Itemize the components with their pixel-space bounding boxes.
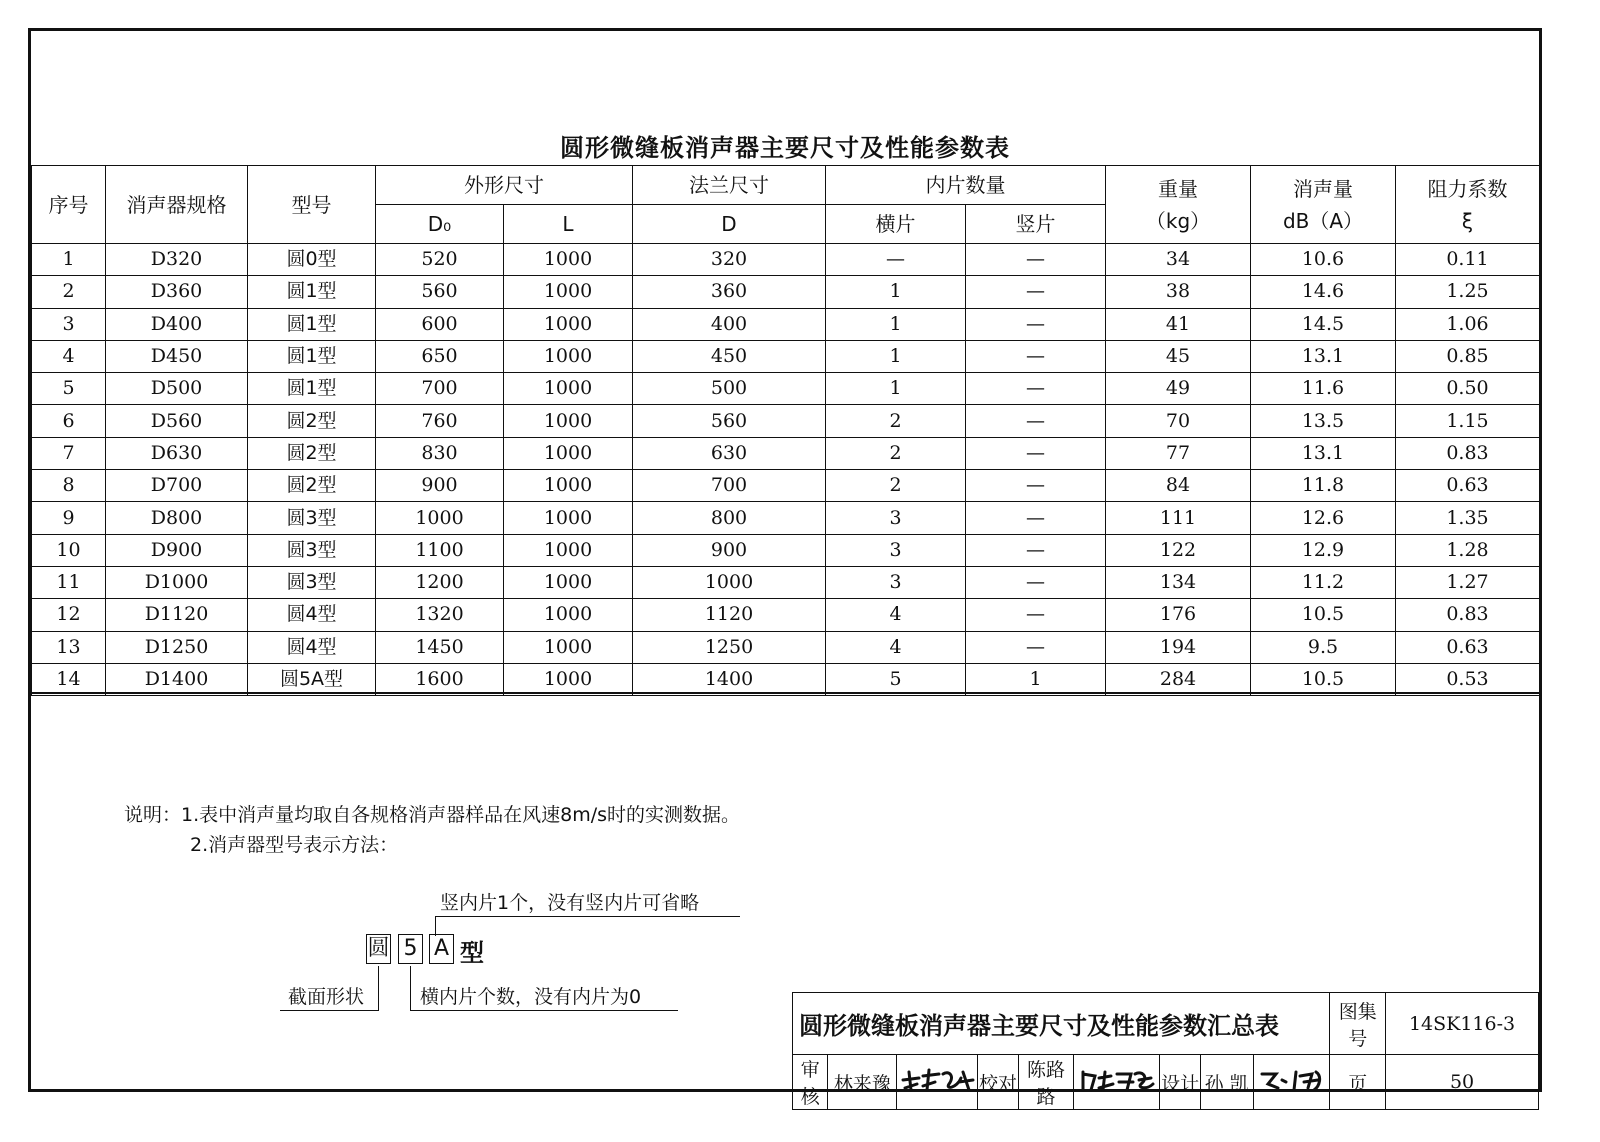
cell-outer-l: 1000: [504, 534, 633, 566]
cell-spec: D1000: [106, 566, 248, 598]
cell-horizontal: 1: [826, 340, 966, 372]
cell-vertical: —: [966, 470, 1106, 502]
table-row: [32, 470, 1540, 502]
header-vertical: 竖片: [966, 205, 1106, 244]
cell-resistance: 1.06: [1396, 308, 1540, 340]
cell-outer-d0: 1000: [376, 502, 504, 534]
cell-flange-d: 700: [633, 470, 826, 502]
diagram-suffix: 型: [460, 939, 484, 967]
cell-resistance: 1.28: [1396, 534, 1540, 566]
cell-index: 12: [32, 599, 106, 631]
cell-outer-d0: 600: [376, 308, 504, 340]
cell-horizontal: 4: [826, 599, 966, 631]
header-outer-size: 外形尺寸: [376, 166, 633, 205]
cell-spec: D560: [106, 405, 248, 437]
cell-index: 6: [32, 405, 106, 437]
cell-model: 圆3型: [248, 566, 376, 598]
note-line-2: 2.消声器型号表示方法：: [190, 834, 399, 856]
header-resistance-symbol: ξ: [1461, 208, 1474, 233]
diagram-right-label: 横内片个数，没有内片为0: [420, 986, 642, 1008]
header-attenuation-unit: dB（A）: [1282, 208, 1364, 233]
header-horizontal: 横片: [826, 205, 966, 244]
cell-weight: 45: [1106, 340, 1251, 372]
cell-model: 圆2型: [248, 470, 376, 502]
diagram-box-vertical: A: [429, 934, 454, 964]
cell-spec: D500: [106, 373, 248, 405]
cell-model: 圆1型: [248, 340, 376, 372]
cell-spec: D320: [106, 244, 248, 276]
cell-outer-l: 1000: [504, 631, 633, 663]
cell-resistance: 0.11: [1396, 244, 1540, 276]
cell-vertical: —: [966, 373, 1106, 405]
header-outer-l: L: [504, 205, 633, 244]
diagram-top-leader: [435, 916, 436, 936]
cell-vertical: 1: [966, 663, 1106, 695]
titleblock-reviewer: 林来豫: [828, 1055, 897, 1110]
table-row: [32, 276, 1540, 308]
cell-vertical: —: [966, 276, 1106, 308]
cell-outer-l: 1000: [504, 566, 633, 598]
titleblock-page-label: 页: [1330, 1055, 1386, 1110]
cell-vertical: —: [966, 244, 1106, 276]
cell-spec: D900: [106, 534, 248, 566]
cell-vertical: —: [966, 534, 1106, 566]
notes: [124, 800, 740, 860]
titleblock-reviewer-signature: [897, 1055, 978, 1110]
cell-spec: D360: [106, 276, 248, 308]
titleblock-design-label: 设计: [1160, 1055, 1200, 1110]
cell-weight: 284: [1106, 663, 1251, 695]
cell-outer-d0: 1100: [376, 534, 504, 566]
cell-horizontal: 3: [826, 534, 966, 566]
cell-index: 2: [32, 276, 106, 308]
cell-horizontal: 2: [826, 470, 966, 502]
cell-spec: D450: [106, 340, 248, 372]
model-notation-diagram: [280, 880, 760, 1020]
cell-weight: 111: [1106, 502, 1251, 534]
cell-attenuation: 11.8: [1251, 470, 1396, 502]
cell-flange-d: 900: [633, 534, 826, 566]
cell-outer-l: 1000: [504, 308, 633, 340]
cell-outer-d0: 560: [376, 276, 504, 308]
cell-outer-l: 1000: [504, 470, 633, 502]
cell-outer-l: 1000: [504, 599, 633, 631]
table-row: [32, 631, 1540, 663]
cell-vertical: —: [966, 566, 1106, 598]
titleblock-drawing-title: 圆形微缝板消声器主要尺寸及性能参数汇总表: [793, 993, 1330, 1055]
cell-outer-d0: 650: [376, 340, 504, 372]
header-index: 序号: [32, 166, 106, 244]
cell-weight: 70: [1106, 405, 1251, 437]
cell-weight: 176: [1106, 599, 1251, 631]
cell-model: 圆2型: [248, 405, 376, 437]
cell-horizontal: 5: [826, 663, 966, 695]
titleblock-check-label: 校对: [978, 1055, 1018, 1110]
cell-attenuation: 10.6: [1251, 244, 1396, 276]
cell-weight: 41: [1106, 308, 1251, 340]
cell-flange-d: 1250: [633, 631, 826, 663]
diagram-box-horizontal: 5: [398, 934, 423, 964]
cell-model: 圆0型: [248, 244, 376, 276]
cell-outer-l: 1000: [504, 437, 633, 469]
cell-spec: D700: [106, 470, 248, 502]
cell-weight: 84: [1106, 470, 1251, 502]
header-weight: [1106, 166, 1251, 244]
titleblock-atlas-label: 图集号: [1330, 993, 1386, 1055]
cell-resistance: 0.53: [1396, 663, 1540, 695]
cell-model: 圆4型: [248, 599, 376, 631]
cell-vertical: —: [966, 502, 1106, 534]
checker-signature-icon: [1077, 1066, 1157, 1094]
cell-index: 8: [32, 470, 106, 502]
cell-index: 9: [32, 502, 106, 534]
table-row: [32, 437, 1540, 469]
cell-model: 圆2型: [248, 437, 376, 469]
cell-weight: 77: [1106, 437, 1251, 469]
cell-outer-l: 1000: [504, 276, 633, 308]
table-row: [32, 340, 1540, 372]
titleblock-designer: 孙 凯: [1200, 1055, 1253, 1110]
cell-attenuation: 14.5: [1251, 308, 1396, 340]
diagram-left-label: 截面形状: [288, 986, 365, 1008]
designer-signature-icon: [1256, 1066, 1326, 1094]
cell-outer-d0: 1450: [376, 631, 504, 663]
cell-spec: D400: [106, 308, 248, 340]
cell-model: 圆3型: [248, 502, 376, 534]
cell-flange-d: 500: [633, 373, 826, 405]
cell-outer-d0: 1200: [376, 566, 504, 598]
table-row: [32, 663, 1540, 695]
cell-flange-d: 560: [633, 405, 826, 437]
table-row: [32, 308, 1540, 340]
header-resistance: [1396, 166, 1540, 244]
cell-index: 14: [32, 663, 106, 695]
cell-outer-l: 1000: [504, 502, 633, 534]
cell-outer-d0: 900: [376, 470, 504, 502]
header-spec: 消声器规格: [106, 166, 248, 244]
diagram-top-label: 竖内片1个，没有竖内片可省略: [440, 892, 700, 914]
cell-flange-d: 1120: [633, 599, 826, 631]
cell-vertical: —: [966, 405, 1106, 437]
titleblock-page-no: 50: [1386, 1055, 1539, 1110]
header-weight-unit: （kg）: [1145, 208, 1211, 233]
cell-index: 13: [32, 631, 106, 663]
table-row: [32, 599, 1540, 631]
diagram-top-underline: [435, 916, 740, 917]
header-resistance-label: 阻力系数: [1427, 176, 1508, 201]
table-row: [32, 566, 1540, 598]
cell-attenuation: 11.2: [1251, 566, 1396, 598]
cell-model: 圆1型: [248, 308, 376, 340]
header-inner-count: 内片数量: [826, 166, 1106, 205]
cell-weight: 38: [1106, 276, 1251, 308]
header-flange-size: 法兰尺寸: [633, 166, 826, 205]
cell-vertical: —: [966, 631, 1106, 663]
cell-resistance: 0.63: [1396, 631, 1540, 663]
cell-spec: D1250: [106, 631, 248, 663]
cell-resistance: 1.15: [1396, 405, 1540, 437]
cell-vertical: —: [966, 599, 1106, 631]
header-attenuation-label: 消声量: [1293, 176, 1353, 201]
cell-horizontal: 1: [826, 308, 966, 340]
diagram-right-leader: [410, 966, 411, 1010]
header-weight-label: 重量: [1158, 176, 1198, 201]
cell-flange-d: 1400: [633, 663, 826, 695]
cell-attenuation: 13.5: [1251, 405, 1396, 437]
cell-weight: 194: [1106, 631, 1251, 663]
cell-resistance: 0.63: [1396, 470, 1540, 502]
cell-outer-l: 1000: [504, 663, 633, 695]
cell-index: 7: [32, 437, 106, 469]
cell-resistance: 1.35: [1396, 502, 1540, 534]
cell-flange-d: 800: [633, 502, 826, 534]
cell-outer-d0: 520: [376, 244, 504, 276]
cell-vertical: —: [966, 437, 1106, 469]
table-row: [32, 244, 1540, 276]
cell-attenuation: 12.6: [1251, 502, 1396, 534]
cell-attenuation: 13.1: [1251, 340, 1396, 372]
cell-index: 5: [32, 373, 106, 405]
table-bottom-divider: [31, 692, 1539, 694]
titleblock-review-label: 审核: [793, 1055, 828, 1110]
cell-index: 10: [32, 534, 106, 566]
cell-weight: 34: [1106, 244, 1251, 276]
cell-spec: D800: [106, 502, 248, 534]
cell-flange-d: 360: [633, 276, 826, 308]
cell-attenuation: 13.1: [1251, 437, 1396, 469]
table-row: [32, 502, 1540, 534]
cell-resistance: 0.83: [1396, 599, 1540, 631]
cell-flange-d: 320: [633, 244, 826, 276]
cell-flange-d: 400: [633, 308, 826, 340]
cell-outer-l: 1000: [504, 244, 633, 276]
cell-model: 圆1型: [248, 373, 376, 405]
cell-outer-d0: 830: [376, 437, 504, 469]
cell-resistance: 1.27: [1396, 566, 1540, 598]
cell-horizontal: —: [826, 244, 966, 276]
cell-attenuation: 10.5: [1251, 599, 1396, 631]
cell-model: 圆3型: [248, 534, 376, 566]
cell-model: 圆1型: [248, 276, 376, 308]
header-model: 型号: [248, 166, 376, 244]
cell-model: 圆4型: [248, 631, 376, 663]
table-row: [32, 534, 1540, 566]
titleblock-designer-signature: [1253, 1055, 1330, 1110]
cell-attenuation: 14.6: [1251, 276, 1396, 308]
cell-weight: 134: [1106, 566, 1251, 598]
diagram-box-shape: 圆: [366, 934, 391, 964]
cell-horizontal: 3: [826, 502, 966, 534]
header-attenuation: [1251, 166, 1396, 244]
cell-index: 1: [32, 244, 106, 276]
reviewer-signature-icon: [899, 1066, 975, 1094]
cell-horizontal: 1: [826, 276, 966, 308]
cell-resistance: 0.50: [1396, 373, 1540, 405]
table-row: [32, 405, 1540, 437]
cell-model: 圆5A型: [248, 663, 376, 695]
diagram-left-leader: [378, 966, 379, 1010]
cell-horizontal: 4: [826, 631, 966, 663]
cell-flange-d: 450: [633, 340, 826, 372]
cell-resistance: 0.85: [1396, 340, 1540, 372]
cell-outer-l: 1000: [504, 405, 633, 437]
table-title: 圆形微缝板消声器主要尺寸及性能参数表: [560, 134, 1010, 162]
cell-flange-d: 1000: [633, 566, 826, 598]
table-row: [32, 373, 1540, 405]
cell-vertical: —: [966, 340, 1106, 372]
cell-outer-d0: 1600: [376, 663, 504, 695]
cell-outer-d0: 700: [376, 373, 504, 405]
diagram-right-underline: [410, 1010, 678, 1011]
cell-weight: 49: [1106, 373, 1251, 405]
parameter-table: [31, 165, 1540, 696]
cell-outer-d0: 1320: [376, 599, 504, 631]
cell-outer-l: 1000: [504, 340, 633, 372]
cell-horizontal: 2: [826, 405, 966, 437]
cell-outer-l: 1000: [504, 373, 633, 405]
cell-spec: D630: [106, 437, 248, 469]
cell-horizontal: 2: [826, 437, 966, 469]
cell-attenuation: 11.6: [1251, 373, 1396, 405]
titleblock-checker-signature: [1074, 1055, 1160, 1110]
cell-outer-d0: 760: [376, 405, 504, 437]
title-block: [792, 992, 1539, 1110]
cell-attenuation: 10.5: [1251, 663, 1396, 695]
titleblock-atlas-no: 14SK116-3: [1386, 993, 1539, 1055]
cell-spec: D1400: [106, 663, 248, 695]
titleblock-checker: 陈路路: [1018, 1055, 1074, 1110]
cell-spec: D1120: [106, 599, 248, 631]
cell-index: 11: [32, 566, 106, 598]
cell-index: 4: [32, 340, 106, 372]
cell-attenuation: 9.5: [1251, 631, 1396, 663]
cell-vertical: —: [966, 308, 1106, 340]
cell-index: 3: [32, 308, 106, 340]
header-flange-d: D: [633, 205, 826, 244]
header-outer-d0: D₀: [376, 205, 504, 244]
diagram-left-underline: [280, 1010, 379, 1011]
cell-horizontal: 3: [826, 566, 966, 598]
cell-resistance: 0.83: [1396, 437, 1540, 469]
cell-attenuation: 12.9: [1251, 534, 1396, 566]
cell-flange-d: 630: [633, 437, 826, 469]
cell-resistance: 1.25: [1396, 276, 1540, 308]
note-line-1: 说明：1.表中消声量均取自各规格消声器样品在风速8m/s时的实测数据。: [124, 804, 741, 826]
cell-weight: 122: [1106, 534, 1251, 566]
cell-horizontal: 1: [826, 373, 966, 405]
